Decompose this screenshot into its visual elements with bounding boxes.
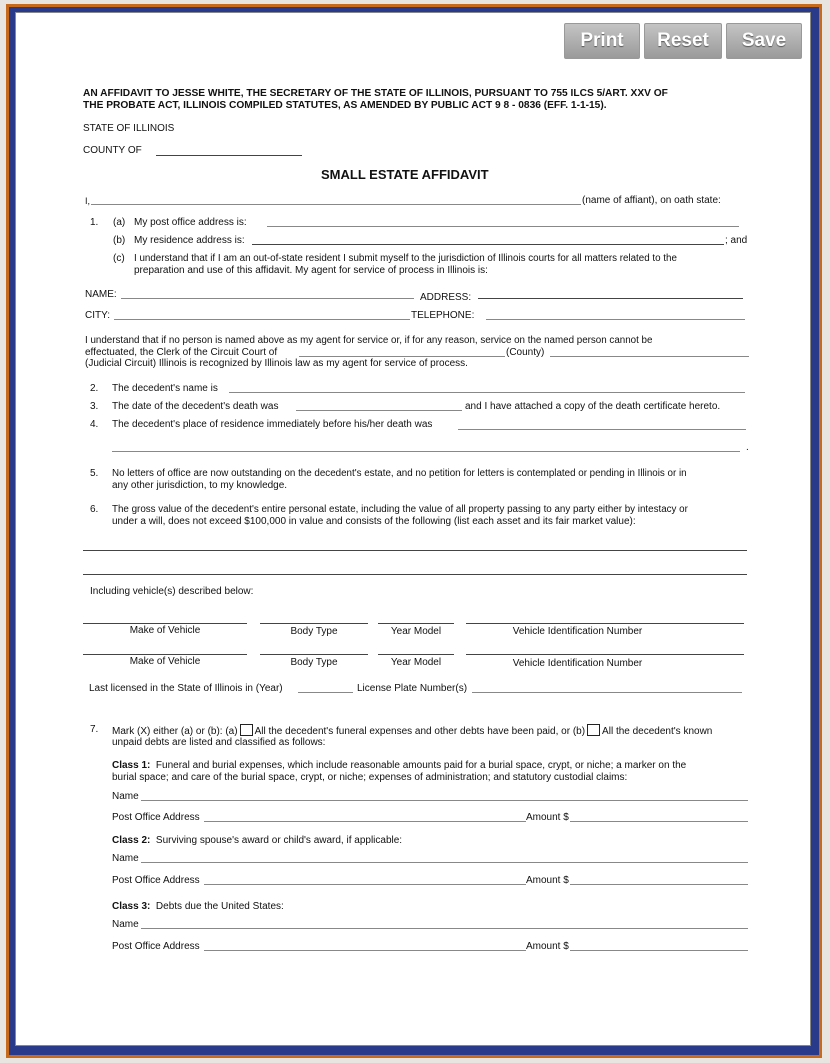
class-3-post-office-label: Post Office Address xyxy=(112,941,200,952)
death-date-field[interactable] xyxy=(296,410,462,411)
class-3-amount-field[interactable] xyxy=(570,950,748,951)
vehicle-2-vin-label: Vehicle Identification Number xyxy=(512,658,643,669)
item-4-number: 4. xyxy=(90,419,99,430)
class-1-text-1: Funeral and burial expenses, which include reasonable amounts paid for a burial space, crypt, or niche; a marker on the xyxy=(155,760,687,771)
class-2-post-office-label: Post Office Address xyxy=(112,875,200,886)
last-licensed-label: Last licensed in the State of Illinois in (Year) xyxy=(89,683,283,694)
item-2-number: 2. xyxy=(90,383,99,394)
class-3-post-office-field[interactable] xyxy=(204,950,526,951)
county-field[interactable] xyxy=(156,155,302,156)
vehicle-2-year-label: Year Model xyxy=(390,657,442,668)
item-1-number: 1. xyxy=(90,217,99,228)
print-button[interactable]: Print xyxy=(564,23,640,59)
affiant-suffix: (name of affiant), on oath state: xyxy=(582,195,721,206)
agent-telephone-label: TELEPHONE: xyxy=(411,310,475,321)
county-name-field[interactable] xyxy=(550,356,749,357)
item-1c-text-2: preparation and use of this affidavit. My agent for service of process in Illinois is: xyxy=(134,265,488,276)
agent-telephone-field[interactable] xyxy=(486,319,745,320)
vehicle-1-body-label: Body Type xyxy=(290,626,338,637)
item-7-line-2: unpaid debts are listed and classified as follows: xyxy=(112,737,326,748)
residence-before-death-label: The decedent's place of residence immediately before his/her death was xyxy=(112,419,433,430)
save-button[interactable]: Save xyxy=(726,23,802,59)
toolbar xyxy=(564,23,802,59)
affiant-name-field[interactable] xyxy=(91,204,581,205)
item-3-number: 3. xyxy=(90,401,99,412)
vehicle-1-vin-label: Vehicle Identification Number xyxy=(512,626,643,637)
item-1c-text-1: I understand that if I am an out-of-state resident I submit myself to the jurisdiction of Illinois courts for all matters related to the xyxy=(134,253,677,264)
agent-city-label: CITY: xyxy=(85,310,111,321)
class-1-amount-label: Amount $ xyxy=(526,812,569,823)
vehicle-1-vin-field[interactable] xyxy=(466,623,744,624)
decedent-name-label: The decedent's name is xyxy=(112,383,218,394)
residence-address-field[interactable] xyxy=(252,244,724,245)
item-6-line-2: under a will, does not exceed $100,000 in value and consists of the following (list each asset and its fair market value): xyxy=(112,516,636,527)
vehicle-2-body-field[interactable] xyxy=(260,654,368,655)
vehicle-2-year-field[interactable] xyxy=(378,654,454,655)
class-2-post-office-field[interactable] xyxy=(204,884,526,885)
death-date-suffix: and I have attached a copy of the death certificate hereto. xyxy=(465,401,721,412)
item-1a-label: (a) xyxy=(113,217,126,228)
agent-note-county: (County) xyxy=(506,347,545,358)
option-b-text: All the decedent's known xyxy=(602,726,713,737)
class-3-line xyxy=(112,901,284,913)
reset-button[interactable]: Reset xyxy=(644,23,722,59)
state-label: STATE OF ILLINOIS xyxy=(83,123,175,134)
class-2-amount-label: Amount $ xyxy=(526,875,569,886)
class-2-label: Class 2: xyxy=(112,835,151,846)
vehicle-1-year-label: Year Model xyxy=(390,626,442,637)
class-1-name-label: Name xyxy=(112,791,139,802)
class-1-text-2: burial space; and care of the burial space, crypt, or niche; expenses of administration; and statutory custodial claims: xyxy=(112,772,628,783)
form-page xyxy=(15,12,811,1046)
item-7-number: 7. xyxy=(90,724,99,735)
header-line-1: AN AFFIDAVIT TO JESSE WHITE, THE SECRETARY OF THE STATE OF ILLINOIS, PURSUANT TO 755 ILCS 5/ART. XXV OF xyxy=(83,88,668,99)
decedent-name-field[interactable] xyxy=(229,392,745,393)
plate-label: License Plate Number(s) xyxy=(357,683,468,694)
circuit-court-field[interactable] xyxy=(299,356,505,357)
agent-address-field[interactable] xyxy=(478,298,743,299)
item-1b-label: (b) xyxy=(113,235,126,246)
vehicle-2-make-label: Make of Vehicle xyxy=(129,656,201,667)
header-line-2: THE PROBATE ACT, ILLINOIS COMPILED STATUTES, AS AMENDED BY PUBLIC ACT 9 8 - 0836 (EFF. 1-1-15). xyxy=(83,100,607,111)
class-1-name-field[interactable] xyxy=(141,800,748,801)
agent-note-line-3: (Judicial Circuit) Illinois is recognized by Illinois law as my agent for service of process. xyxy=(85,358,468,369)
item-4-period: . xyxy=(746,442,749,453)
assets-field-1[interactable] xyxy=(83,550,747,551)
residence-before-death-field-2[interactable] xyxy=(112,451,740,452)
item-7-mark-text: Mark (X) either (a) or (b): (a) xyxy=(112,726,238,737)
affiant-prefix: I, xyxy=(85,196,91,206)
class-2-name-field[interactable] xyxy=(141,862,748,863)
vehicle-1-year-field[interactable] xyxy=(378,623,454,624)
item-7-line-1 xyxy=(112,724,712,738)
post-office-address-field[interactable] xyxy=(267,226,739,227)
class-2-name-label: Name xyxy=(112,853,139,864)
item-6-line-1: The gross value of the decedent's entire personal estate, including the value of all property passing to any party either by intestacy or xyxy=(112,504,688,515)
death-date-label: The date of the decedent's death was xyxy=(112,401,279,412)
county-label: COUNTY OF xyxy=(83,145,142,156)
class-2-line xyxy=(112,835,402,847)
form-title: SMALL ESTATE AFFIDAVIT xyxy=(321,167,489,182)
agent-name-field[interactable] xyxy=(121,298,414,299)
vehicle-2-body-label: Body Type xyxy=(290,657,338,668)
class-3-text: Debts due the United States: xyxy=(155,901,284,912)
vehicle-1-make-field[interactable] xyxy=(83,623,247,624)
class-3-amount-label: Amount $ xyxy=(526,941,569,952)
item-5-line-1: No letters of office are now outstanding on the decedent's estate, and no petition for letters is contemplated or pending in Illinois or in xyxy=(112,468,687,479)
vehicle-1-body-field[interactable] xyxy=(260,623,368,624)
vehicle-2-vin-field[interactable] xyxy=(466,654,744,655)
class-2-text: Surviving spouse's award or child's award, if applicable: xyxy=(155,835,403,846)
plate-number-field[interactable] xyxy=(472,692,742,693)
class-3-name-label: Name xyxy=(112,919,139,930)
class-3-name-field[interactable] xyxy=(141,928,748,929)
option-a-text: All the decedent's funeral expenses and other debts have been paid, or (b) xyxy=(254,726,586,737)
vehicle-1-make-label: Make of Vehicle xyxy=(129,625,201,636)
class-1-post-office-field[interactable] xyxy=(204,821,526,822)
agent-city-field[interactable] xyxy=(114,319,410,320)
class-1-line-1 xyxy=(112,760,686,772)
residence-suffix: ; and xyxy=(725,235,748,246)
item-5-number: 5. xyxy=(90,468,99,479)
assets-field-2[interactable] xyxy=(83,574,747,575)
option-a-checkbox[interactable] xyxy=(240,724,253,736)
agent-address-label: ADDRESS: xyxy=(420,292,472,303)
residence-before-death-field[interactable] xyxy=(458,429,746,430)
licensed-year-field[interactable] xyxy=(298,692,353,693)
class-1-label: Class 1: xyxy=(112,760,151,771)
agent-name-label: NAME: xyxy=(85,289,117,300)
agent-note-line-1: I understand that if no person is named above as my agent for service or, if for any reason, service on the named person cannot be xyxy=(85,335,653,346)
class-2-amount-field[interactable] xyxy=(570,884,748,885)
vehicles-intro: Including vehicle(s) described below: xyxy=(90,586,254,597)
item-1c-label: (c) xyxy=(113,253,125,264)
agent-note-line-2a: effectuated, the Clerk of the Circuit Court of xyxy=(85,347,278,358)
item-5-line-2: any other jurisdiction, to my knowledge. xyxy=(112,480,288,491)
class-3-label: Class 3: xyxy=(112,901,151,912)
class-1-post-office-label: Post Office Address xyxy=(112,812,200,823)
residence-label: My residence address is: xyxy=(134,235,245,246)
vehicle-2-make-field[interactable] xyxy=(83,654,247,655)
option-b-checkbox[interactable] xyxy=(587,724,600,736)
item-6-number: 6. xyxy=(90,504,99,515)
post-office-label: My post office address is: xyxy=(134,217,247,228)
class-1-amount-field[interactable] xyxy=(570,821,748,822)
